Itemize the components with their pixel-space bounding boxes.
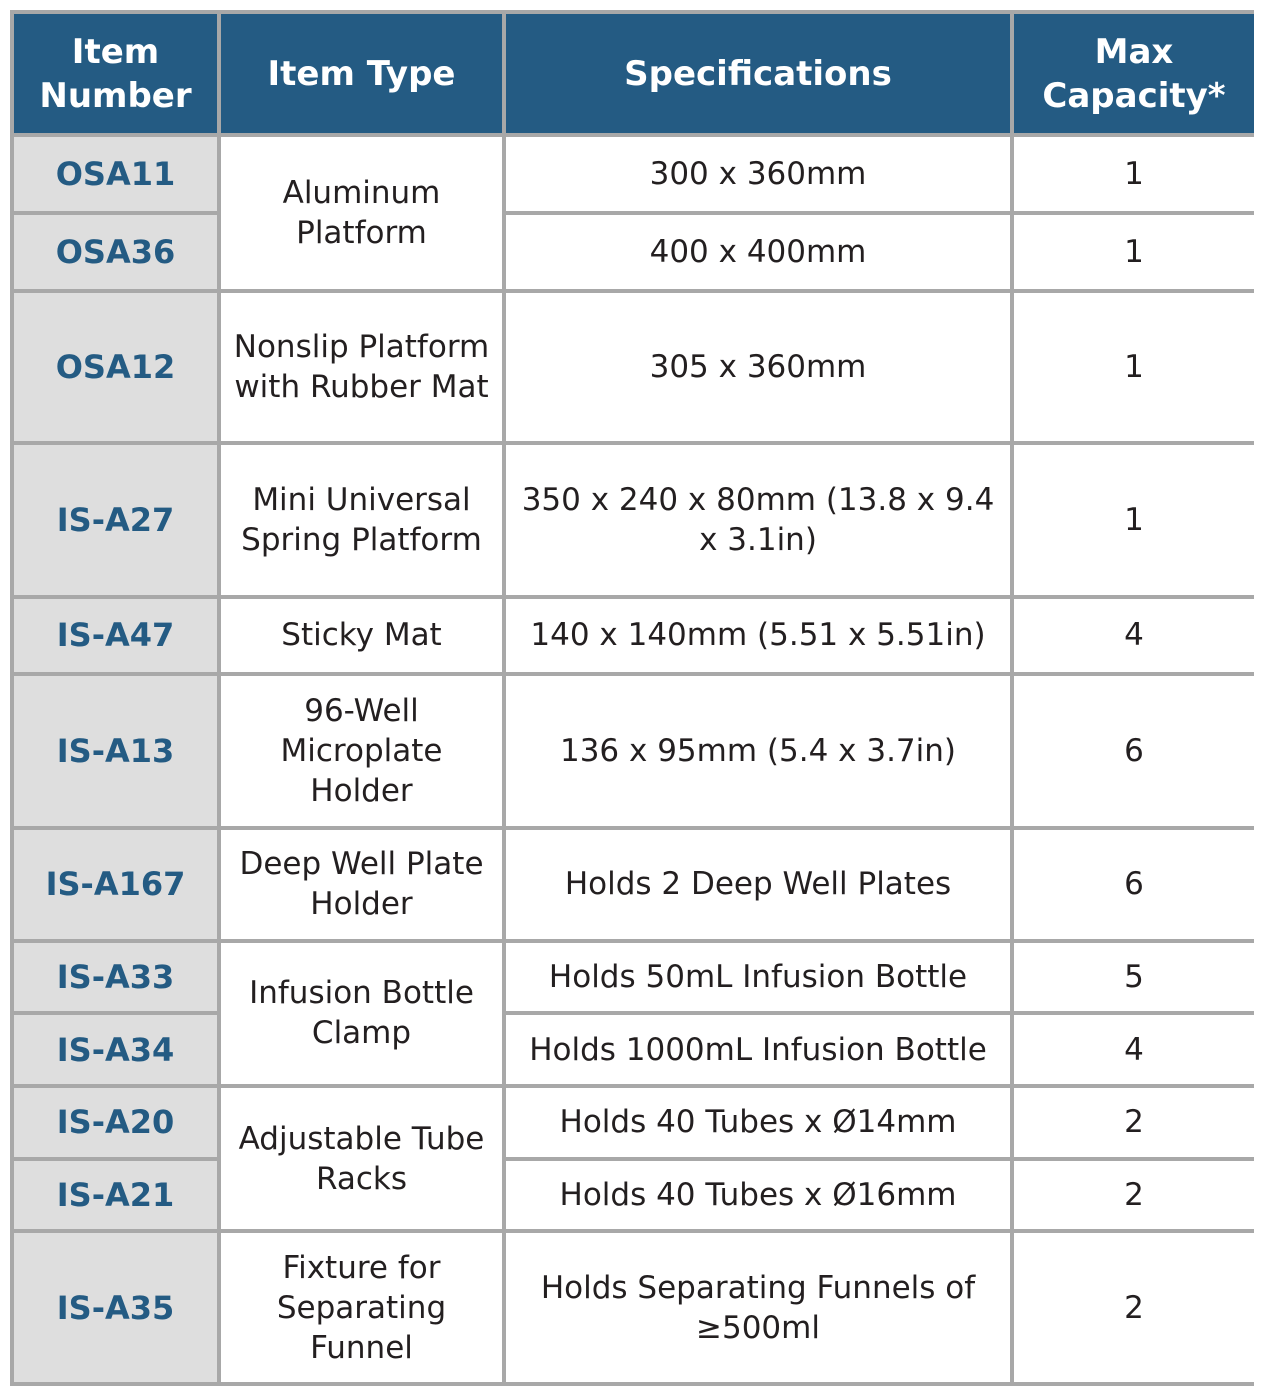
item-number-cell: IS-A20 [14,1088,217,1157]
specifications-cell: Holds 1000mL Infusion Bottle [506,1015,1010,1084]
header-max-capacity: Max Capacity* [1014,14,1254,133]
item-number-cell: IS-A13 [14,676,217,825]
item-number-cell: IS-A34 [14,1015,217,1084]
item-type-cell: Aluminum Platform [221,137,502,288]
table-row [14,293,1254,441]
item-type-cell: Sticky Mat [221,599,502,673]
capacity-cell: 6 [1014,676,1254,825]
specifications-cell: Holds Separating Funnels of ≥500ml [506,1233,1010,1382]
item-type-cell: Fixture for Separating Funnel [221,1233,502,1382]
item-number-cell: IS-A33 [14,943,217,1012]
table-row [14,137,1254,211]
capacity-cell: 5 [1014,943,1254,1012]
header-specifications: Specifications [506,14,1010,133]
item-number-cell: OSA36 [14,215,217,289]
specifications-cell: 400 x 400mm [506,215,1010,289]
item-type-cell: Deep Well Plate Holder [221,830,502,939]
table-row [14,943,1254,1012]
specifications-cell: Holds 40 Tubes x Ø16mm [506,1161,1010,1230]
item-type-cell: Nonslip Platform with Rubber Mat [221,293,502,441]
specifications-cell: Holds 40 Tubes x Ø14mm [506,1088,1010,1157]
table-row [14,1161,1254,1230]
capacity-cell: 4 [1014,1015,1254,1084]
item-number-cell: OSA12 [14,293,217,441]
product-table [10,10,1258,1386]
item-number-cell: IS-A27 [14,445,217,594]
capacity-cell: 2 [1014,1088,1254,1157]
item-number-cell: IS-A21 [14,1161,217,1230]
specifications-cell: 305 x 360mm [506,293,1010,441]
header-item-type: Item Type [221,14,502,133]
table-row [14,1088,1254,1157]
specifications-cell: Holds 2 Deep Well Plates [506,830,1010,939]
specifications-cell: 136 x 95mm (5.4 x 3.7in) [506,676,1010,825]
capacity-cell: 2 [1014,1161,1254,1230]
item-number-cell: IS-A167 [14,830,217,939]
item-number-cell: OSA11 [14,137,217,211]
table-row [14,676,1254,825]
capacity-cell: 1 [1014,137,1254,211]
item-type-cell: Mini Universal Spring Platform [221,445,502,594]
capacity-cell: 1 [1014,215,1254,289]
item-type-cell: 96-Well Microplate Holder [221,676,502,825]
product-table-container [10,10,1254,1386]
table-row [14,599,1254,673]
table-row [14,445,1254,594]
capacity-cell: 1 [1014,445,1254,594]
item-number-cell: IS-A35 [14,1233,217,1382]
table-row [14,215,1254,289]
table-row [14,1233,1254,1382]
specifications-cell: 350 x 240 x 80mm (13.8 x 9.4 x 3.1in) [506,445,1010,594]
table-row [14,830,1254,939]
capacity-cell: 4 [1014,599,1254,673]
capacity-cell: 2 [1014,1233,1254,1382]
item-number-cell: IS-A47 [14,599,217,673]
capacity-cell: 1 [1014,293,1254,441]
capacity-cell: 6 [1014,830,1254,939]
specifications-cell: 140 x 140mm (5.51 x 5.51in) [506,599,1010,673]
header-item-number: Item Number [14,14,217,133]
specifications-cell: Holds 50mL Infusion Bottle [506,943,1010,1012]
table-row [14,1015,1254,1084]
specifications-cell: 300 x 360mm [506,137,1010,211]
table-header-row [14,14,1254,133]
item-type-cell: Infusion Bottle Clamp [221,943,502,1084]
item-type-cell: Adjustable Tube Racks [221,1088,502,1229]
